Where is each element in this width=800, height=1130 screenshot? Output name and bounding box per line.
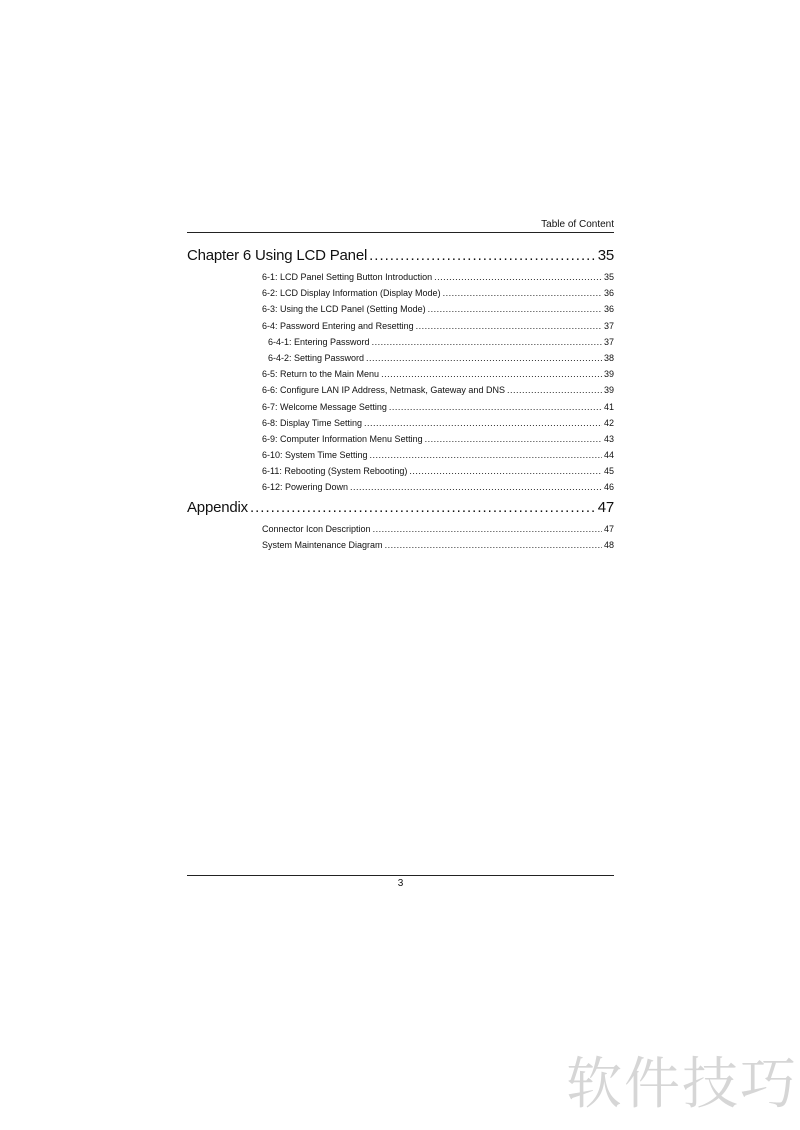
dot-leader: [370, 447, 602, 463]
toc-entry-title: 6-4: Password Entering and Resetting: [262, 320, 414, 331]
dot-leader: [416, 318, 602, 334]
toc-page-number: 43: [603, 433, 614, 444]
toc-entry-maintenance-diagram[interactable]: [187, 537, 614, 553]
toc-entry-6-11[interactable]: [187, 463, 614, 479]
toc-entry-title: 6-3: Using the LCD Panel (Setting Mode): [262, 304, 426, 315]
toc-page-number: 44: [603, 450, 614, 461]
dot-leader: [373, 521, 602, 537]
dot-leader: [350, 479, 602, 495]
toc-page-number: 39: [603, 369, 614, 380]
toc-page-number: 45: [603, 466, 614, 477]
toc-entry-6-10[interactable]: [187, 447, 614, 463]
page-number: 3: [397, 878, 404, 889]
dot-leader: [372, 334, 602, 350]
toc-entry-6-6[interactable]: [187, 382, 614, 398]
toc-page-number: 37: [603, 320, 614, 331]
toc-page-number: 42: [603, 417, 614, 428]
dot-leader: [409, 463, 602, 479]
toc-entry-title: 6-5: Return to the Main Menu: [262, 369, 380, 380]
toc-page-number: 39: [603, 385, 614, 396]
toc-entry-title: 6-8: Display Time Setting: [262, 417, 363, 428]
dot-leader: [364, 415, 602, 431]
dot-leader: [425, 431, 602, 447]
toc-chapter-title: Chapter 6 Using LCD Panel: [187, 247, 368, 264]
toc-entry-6-4[interactable]: [187, 318, 614, 334]
toc-appendix[interactable]: [187, 496, 614, 520]
toc-page-number: 47: [597, 498, 614, 516]
toc-entry-6-1[interactable]: [187, 269, 614, 285]
toc-page-number: 37: [603, 336, 614, 347]
watermark: 软件技巧: [566, 1052, 798, 1117]
footer-divider: [187, 875, 614, 876]
toc-page-number: 48: [603, 539, 614, 550]
dot-leader: [381, 366, 602, 382]
dot-leader: [385, 537, 602, 553]
toc-chapter-6[interactable]: [187, 244, 614, 268]
toc-entry-title: 6-2: LCD Display Information (Display Mode): [262, 288, 441, 299]
dot-leader: [389, 399, 602, 415]
toc-entry-title: 6-4-2: Setting Password: [268, 352, 365, 363]
toc-entry-6-8[interactable]: [187, 415, 614, 431]
toc-entry-6-4-2[interactable]: [187, 350, 614, 366]
toc-entry-title: 6-6: Configure LAN IP Address, Netmask, Gateway and DNS: [262, 385, 505, 396]
toc-page-number: 35: [597, 247, 614, 264]
toc-page-number: 36: [603, 288, 614, 299]
toc-page-number: 47: [603, 523, 614, 534]
toc-page-number: 41: [603, 401, 614, 412]
toc-entry-title: 6-1: LCD Panel Setting Button Introduction: [262, 272, 433, 282]
toc-entry-6-7[interactable]: [187, 399, 614, 415]
toc-entry-6-3[interactable]: [187, 301, 614, 317]
dot-leader: [250, 496, 596, 520]
toc-entry-title: 6-12: Powering Down: [262, 482, 349, 493]
dot-leader: [369, 244, 596, 268]
toc-entry-6-4-1[interactable]: [187, 334, 614, 350]
toc-entry-6-2[interactable]: [187, 285, 614, 301]
toc-entry-connector-icon[interactable]: [187, 521, 614, 537]
toc-entry-title: 6-11: Rebooting (System Rebooting): [262, 466, 408, 477]
toc-page-number: 38: [603, 352, 614, 363]
running-header: Table of Content: [541, 219, 614, 230]
dot-leader: [507, 382, 602, 398]
header-divider: [187, 232, 614, 233]
toc-page-number: 35: [603, 272, 614, 282]
toc-entry-6-12[interactable]: [187, 479, 614, 495]
dot-leader: [366, 350, 602, 366]
toc-entry-title: Connector Icon Description: [262, 523, 371, 534]
toc-entry-title: System Maintenance Diagram: [262, 539, 383, 550]
toc-entry-title: 6-10: System Time Setting: [262, 450, 368, 461]
toc-entry-title: 6-9: Computer Information Menu Setting: [262, 433, 423, 444]
toc-entry-title: 6-4-1: Entering Password: [268, 336, 370, 347]
toc-page-number: 36: [603, 304, 614, 315]
toc-page-number: 46: [603, 482, 614, 493]
toc-entry-6-5[interactable]: [187, 366, 614, 382]
dot-leader: [434, 269, 602, 285]
toc-chapter-title: Appendix: [187, 498, 248, 516]
table-of-contents: [187, 244, 614, 553]
dot-leader: [428, 301, 602, 317]
toc-entry-6-9[interactable]: [187, 431, 614, 447]
toc-entry-title: 6-7: Welcome Message Setting: [262, 401, 387, 412]
dot-leader: [443, 285, 602, 301]
